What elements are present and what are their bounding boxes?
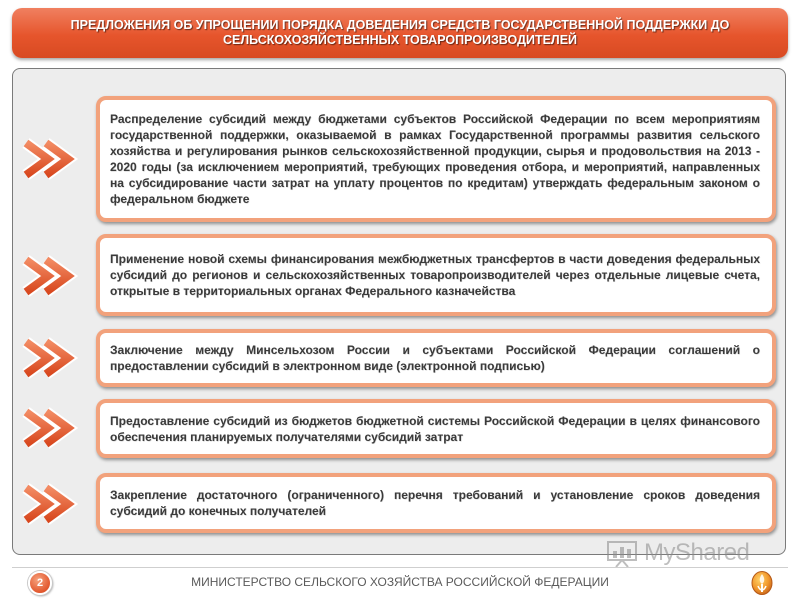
page-title: ПРЕДЛОЖЕНИЯ ОБ УПРОЩЕНИИ ПОРЯДКА ДОВЕДЕНИЯ СРЕДСТВ ГОСУДАРСТВЕННОЙ ПОДДЕРЖКИ ДО СЕЛЬСКОХОЗЯЙСТВЕННЫХ ТОВАРОПРОИЗВОДИТЕЛЕЙ [70, 18, 730, 47]
ministry-emblem-icon [750, 570, 774, 596]
double-chevron-right-icon [20, 406, 82, 450]
proposal-item-4 [96, 399, 776, 458]
footer-divider [12, 567, 788, 568]
title-bar [12, 8, 788, 58]
double-chevron-right-icon [20, 336, 82, 380]
proposal-item-2 [96, 234, 776, 316]
proposal-item-3 [96, 329, 776, 387]
proposal-text: Применение новой схемы финансирования межбюджетных трансфертов в части доведения федеральных субсидий до регионов и сельскохозяйственных товаропроизводителей через отдельные лицевые счета, открытые в территориальных органах Федерального казначейства [110, 252, 760, 298]
proposal-text: Распределение субсидий между бюджетами субъектов Российской Федерации по всем мероприятиям государственной поддержки, оказываемой в рамках Государственной программы развития сельского хозяйства и регулирования рынков сельскохозяйственной продукции, сырья и продовольствия на 2013 - 2020 годы (за исключением мероприятий, требующих проведения отбора, и мероприятий, направленных на субсидирование части затрат на уплату процентов по кредитам) утверждать федеральным законом о федеральном бюджете [110, 112, 760, 206]
proposal-text: Предоставление субсидий из бюджетов бюджетной системы Российской Федерации в целях финансового обеспечения планируемых получателями субсидий затрат [110, 413, 760, 444]
presentation-chart-icon [606, 538, 644, 568]
footer-ministry: МИНИСТЕРСТВО СЕЛЬСКОГО ХОЗЯЙСТВА РОССИЙСКОЙ ФЕДЕРАЦИИ [191, 575, 609, 589]
double-chevron-right-icon [20, 137, 82, 181]
watermark-text: MyShared [644, 539, 750, 566]
page-number-badge: 2 [28, 571, 52, 595]
watermark [606, 536, 766, 570]
double-chevron-right-icon [20, 482, 82, 526]
proposal-item-5 [96, 473, 776, 533]
proposal-text: Закрепление достаточного (ограниченного) перечня требований и установление сроков доведения субсидий до конечных получателей [110, 488, 760, 518]
proposal-text: Заключение между Минсельхозом России и субъектами Российской Федерации соглашений о предоставлении субсидий в электронном виде (электронной подписью) [110, 343, 760, 373]
proposal-item-1 [96, 96, 776, 222]
double-chevron-right-icon [20, 254, 82, 298]
